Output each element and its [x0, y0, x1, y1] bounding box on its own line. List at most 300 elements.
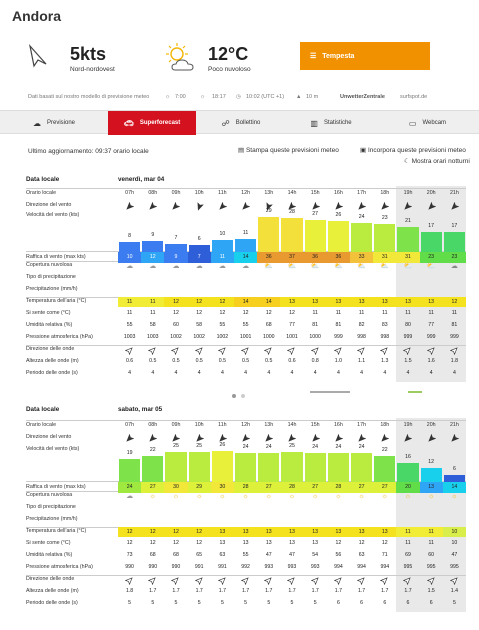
wave-period-value: 4	[197, 370, 201, 376]
wave-height-value: 1.7	[288, 588, 296, 594]
wave-arrow-cell	[164, 346, 187, 355]
wind-speed-bar	[281, 452, 302, 482]
feels-like-value: 11	[405, 310, 411, 316]
row-label-wind-dir: Direzione del vento	[26, 434, 72, 440]
humidity-value: 69	[405, 552, 411, 558]
wave-direction-icon	[148, 576, 157, 585]
cloud-icon: ☁	[149, 263, 157, 270]
feels-like-value: 12	[173, 310, 179, 316]
temperature-value: 13	[327, 527, 350, 537]
wind-speed-bar	[142, 456, 163, 482]
pressure-value: 1000	[263, 334, 275, 340]
gust-value: 33	[350, 252, 373, 263]
pressure-value: 995	[403, 564, 413, 570]
print-link[interactable]	[238, 146, 339, 154]
pressure-value: 998	[357, 334, 366, 340]
wind-direction-icon	[357, 434, 366, 443]
sky-label: Poco nuvoloso	[208, 66, 251, 73]
gust-value: 30	[211, 482, 234, 493]
wind-direction-icon	[311, 434, 320, 443]
wind-speed-value: 24	[358, 444, 365, 450]
wind-speed-bar	[142, 241, 163, 252]
wave-direction-icon	[380, 346, 389, 355]
hour-label: 07h	[125, 190, 135, 196]
gust-value: 27	[373, 482, 396, 493]
hour-label: 20h	[426, 422, 436, 428]
humidity-value: 58	[149, 322, 156, 328]
feels-like-value: 11	[312, 310, 318, 316]
hour-label: 19h	[403, 190, 413, 196]
wave-height-value: 1.7	[241, 588, 250, 594]
hour-label: 07h	[125, 422, 135, 428]
wave-period-value: 4	[244, 370, 248, 376]
sun-icon: ☼	[427, 493, 435, 500]
wind-speed-bar	[305, 453, 326, 482]
wind-speed-value: 24	[265, 444, 272, 450]
forecast-column	[234, 406, 257, 616]
wave-height-value: 1.6	[427, 358, 435, 364]
wind-arrow-cell	[420, 434, 443, 443]
sun-icon: ☼	[358, 493, 365, 500]
wave-period-value: 5	[197, 600, 201, 606]
wind-direction-icon	[380, 202, 389, 211]
wave-direction-icon	[357, 346, 366, 355]
forecast-column	[396, 406, 419, 616]
wind-speed-value: 7	[174, 235, 178, 241]
gust-value: 23	[443, 252, 466, 263]
wave-period-value: 5	[244, 600, 248, 606]
pressure-value: 999	[403, 334, 413, 340]
wind-arrow-cell	[350, 202, 373, 211]
sun-icon: ☼	[451, 493, 458, 500]
gust-value: 23	[420, 252, 443, 263]
wind-speed-value: 22	[381, 447, 388, 453]
row-label-wind-speed: Velocità del vento (kts)	[26, 212, 80, 218]
gust-value: 27	[141, 482, 164, 493]
hour-label: 18h	[380, 422, 390, 428]
sunset-icon: ☼	[200, 94, 206, 100]
tab-statistiche[interactable]	[286, 111, 376, 135]
printer-icon: ▤	[238, 147, 245, 154]
wave-arrow-cell	[257, 346, 280, 355]
wave-height-value: 1.7	[381, 588, 389, 594]
sunrise-icon: ☼	[165, 94, 171, 100]
wind-speed-bar	[189, 452, 210, 482]
wind-speed-value: 25	[289, 443, 295, 449]
gust-value: 20	[396, 482, 419, 493]
sun-cloud-icon: ⛅	[357, 263, 366, 270]
webcam-icon: ▭	[408, 118, 417, 128]
wave-arrow-cell	[327, 576, 350, 585]
row-label-wave-dir: Direzione delle onde	[26, 576, 75, 582]
sun-icon: ☼	[311, 493, 319, 500]
last-update-value: 09:37 orario locale	[95, 148, 149, 155]
sun-cloud-icon: ⛅	[287, 263, 297, 270]
hour-label: 11h	[218, 422, 227, 428]
forecast-column	[396, 176, 419, 386]
wave-period-value: 5	[452, 600, 456, 606]
forecast-column	[211, 176, 234, 386]
feels-like-value: 12	[265, 310, 272, 316]
gust-value: 7	[188, 252, 211, 263]
forecast-column	[373, 406, 396, 616]
wave-height-value: 0.5	[218, 358, 226, 364]
gust-value: 10	[118, 252, 141, 263]
embed-icon: ▣	[360, 147, 367, 154]
clock-icon: ◷	[236, 94, 241, 100]
wave-height-value: 1.5	[427, 588, 435, 594]
forecast-column	[118, 176, 141, 386]
wave-direction-icon	[311, 346, 320, 355]
hour-label: 21h	[449, 422, 459, 428]
wave-direction-icon	[171, 576, 180, 585]
wind-speed-value: 17	[451, 223, 458, 229]
gust-value: 36	[304, 252, 327, 263]
humidity-value: 81	[451, 322, 458, 328]
pressure-value: 1001	[239, 334, 252, 340]
feels-like-value: 11	[428, 310, 434, 316]
storm-button[interactable]	[300, 42, 430, 70]
wind-arrow-cell	[396, 202, 419, 211]
forecast-column	[443, 176, 466, 386]
wave-arrow-cell	[420, 346, 443, 355]
pressure-value: 999	[450, 334, 459, 340]
wind-arrow-cell	[164, 434, 187, 443]
row-label-feels: Si sente come (°C)	[26, 310, 71, 316]
pressure-value: 999	[334, 334, 343, 340]
hour-label: 11h	[218, 190, 227, 196]
row-label-gust: Raffica di vento (max kts)	[26, 254, 86, 260]
wave-direction-icon	[264, 346, 273, 355]
pressure-value: 994	[334, 564, 343, 570]
gust-value: 24	[118, 482, 141, 493]
wind-arrow-cell	[280, 434, 303, 443]
hour-label: 17h	[357, 422, 367, 428]
hour-label: 15h	[310, 190, 320, 196]
forecast-column	[234, 176, 257, 386]
wave-period-value: 4	[406, 370, 410, 376]
storm-label: Tempesta	[322, 52, 355, 60]
wave-direction-icon	[218, 576, 227, 585]
local-time: 10:02 (UTC +1)	[246, 94, 285, 100]
feels-like-value: 13	[265, 540, 272, 546]
feels-like-value: 13	[219, 540, 226, 546]
row-label-cloud: Copertura nuvolosa	[26, 492, 73, 498]
unwetter-logo[interactable]: UnwetterZentrale	[340, 94, 385, 100]
feels-like-value: 11	[428, 540, 434, 546]
humidity-value: 68	[149, 552, 156, 558]
humidity-value: 63	[358, 552, 365, 558]
temperature-value: 12	[164, 527, 187, 537]
wind-speed-value: 24	[358, 214, 365, 220]
pressure-value: 991	[218, 564, 227, 570]
hour-label: 13h	[264, 190, 274, 196]
hour-label: 09h	[171, 190, 181, 196]
model-info-text: Dati basati sul nostro modello di previsione meteo	[28, 94, 150, 100]
forecast-column	[280, 176, 303, 386]
wave-direction-icon	[195, 576, 204, 585]
pressure-value: 992	[241, 564, 250, 570]
feels-like-value: 11	[382, 310, 388, 316]
pager-dots[interactable]	[232, 394, 245, 398]
wind-speed-bar	[351, 223, 372, 252]
scrollbar[interactable]	[310, 391, 350, 393]
wind-arrow-cell	[141, 434, 164, 443]
pressure-value: 999	[426, 334, 436, 340]
feels-like-value: 12	[196, 310, 203, 316]
wave-arrow-cell	[396, 576, 419, 585]
wind-direction-icon	[403, 202, 412, 211]
temperature-value: 13	[280, 297, 303, 307]
pressure-value: 995	[450, 564, 459, 570]
feels-like-value: 13	[242, 540, 249, 546]
humidity-value: 55	[242, 322, 249, 328]
row-label-humidity: Umidità relativa (%)	[26, 552, 73, 558]
tab-webcam[interactable]	[376, 111, 479, 135]
wave-arrow-cell	[118, 346, 141, 355]
wind-arrow-cell	[396, 434, 419, 443]
wind-arrow-cell	[257, 434, 280, 443]
wave-arrow-cell	[118, 576, 141, 585]
gust-value: 29	[188, 482, 211, 493]
wind-speed-bar	[397, 463, 418, 482]
wave-height-value: 0.5	[241, 358, 250, 364]
wave-height-value: 1.3	[381, 358, 389, 364]
gust-value: 30	[164, 482, 187, 493]
hour-label: 08h	[148, 190, 158, 196]
wave-period-value: 4	[267, 370, 271, 376]
gust-value: 36	[257, 252, 280, 263]
wind-arrow-cell	[373, 434, 396, 443]
gust-value: 9	[164, 252, 187, 263]
temperature-value: 13	[350, 527, 373, 537]
feels-like-value: 12	[242, 310, 249, 316]
wind-direction-icon	[28, 44, 50, 68]
temperature-value: 13	[396, 297, 419, 307]
row-label-precip-type: Tipo di precipitazione	[26, 504, 76, 510]
pressure-value: 994	[357, 564, 366, 570]
gust-value: 27	[304, 482, 327, 493]
humidity-value: 55	[126, 322, 133, 328]
pressure-value: 995	[426, 564, 436, 570]
wave-direction-icon	[334, 346, 343, 355]
wind-arrow-cell	[118, 434, 141, 443]
wave-arrow-cell	[373, 576, 396, 585]
feels-like-value: 11	[358, 310, 365, 316]
wind-speed-value: 26	[219, 442, 226, 448]
night-toggle[interactable]	[404, 157, 470, 165]
feels-like-value: 12	[173, 540, 179, 546]
forecast-column	[420, 176, 443, 386]
wave-period-value: 5	[128, 600, 132, 606]
row-label-wind-dir: Direzione del vento	[26, 202, 72, 208]
wave-period-value: 6	[360, 600, 364, 606]
tab-label: Superforecast	[139, 120, 181, 126]
sun-icon: ☼	[172, 493, 180, 500]
forecast-column	[350, 176, 373, 386]
temperature-value: 13	[211, 527, 234, 537]
humidity-value: 77	[289, 322, 295, 328]
wave-period-value: 4	[360, 370, 364, 376]
row-label-pressure: Pressione atmosferica (hPa)	[26, 334, 93, 340]
wave-height-value: 1.1	[357, 358, 366, 364]
row-label-wave-period: Periodo delle onde (s)	[26, 370, 78, 376]
wave-arrow-cell	[257, 576, 280, 585]
wind-speed-bar	[189, 245, 210, 252]
scrollbar-indicator	[408, 391, 422, 393]
wind-direction-icon	[450, 434, 459, 443]
wave-height-value: 1.7	[404, 588, 412, 594]
wind-speed-bar	[212, 240, 233, 252]
wave-height-value: 1.7	[195, 588, 203, 594]
wave-direction-icon	[403, 346, 412, 355]
pressure-value: 993	[264, 564, 274, 570]
wind-speed-value: 19	[126, 450, 133, 456]
pressure-value: 993	[287, 564, 297, 570]
wind-arrow-cell	[373, 202, 396, 211]
wind-speed-value: 25	[173, 443, 179, 449]
wave-direction-icon	[450, 346, 459, 355]
cloud-icon: ☁	[218, 263, 226, 270]
humidity-value: 81	[335, 322, 342, 328]
hour-label: 21h	[449, 190, 459, 196]
sun-icon: ☼	[288, 493, 296, 500]
humidity-value: 58	[196, 322, 203, 328]
gust-value: 12	[141, 252, 164, 263]
wave-height-value: 1.8	[125, 588, 134, 594]
wave-height-value: 1.7	[334, 588, 342, 594]
wind-speed-bar	[212, 451, 233, 482]
wind-speed-value: 24	[242, 444, 249, 450]
wave-period-value: 5	[220, 600, 224, 606]
wave-arrow-cell	[234, 576, 257, 585]
tab-label: Previsione	[46, 120, 75, 126]
tab-previsione[interactable]	[0, 111, 108, 135]
night-label: Mostra orari notturni	[411, 158, 470, 165]
wind-direction-icon	[357, 202, 366, 211]
forecast-column	[188, 406, 211, 616]
humidity-value: 77	[428, 322, 435, 328]
feels-like-value: 12	[196, 540, 203, 546]
wave-period-value: 4	[290, 370, 294, 376]
pressure-value: 1002	[193, 334, 205, 340]
bulletin-icon: ☍	[221, 118, 230, 128]
surfspot-logo[interactable]: surfspot.de	[400, 94, 428, 100]
hour-label: 10h	[194, 190, 204, 196]
embed-link[interactable]	[360, 146, 466, 154]
cloud-icon: ☁	[126, 493, 134, 500]
wind-speed-bar	[165, 452, 186, 482]
feels-like-value: 10	[451, 540, 458, 546]
wind-speed-value: 5kts	[70, 44, 107, 64]
wind-speed-bar	[305, 220, 326, 252]
wave-direction-icon	[427, 576, 436, 585]
wind-direction-icon	[125, 202, 134, 211]
wave-period-value: 5	[151, 600, 155, 606]
row-label-wave-dir: Direzione delle onde	[26, 346, 75, 352]
wave-arrow-cell	[350, 346, 373, 355]
forecast-column	[327, 406, 350, 616]
temperature-value: 10	[443, 527, 466, 537]
humidity-value: 63	[219, 552, 226, 558]
wind-speed-bar	[119, 459, 140, 482]
wave-period-value: 6	[406, 600, 410, 606]
wave-period-value: 4	[383, 370, 387, 376]
tab-bollettino[interactable]	[196, 111, 286, 135]
feels-like-value: 12	[149, 540, 156, 546]
wind-direction-icon	[334, 434, 343, 443]
wave-period-value: 6	[383, 600, 387, 606]
print-label: Stampa queste previsioni meteo	[245, 147, 339, 154]
wave-height-value: 1.7	[172, 588, 180, 594]
wind-arrow-cell	[118, 202, 141, 211]
wave-period-value: 5	[290, 600, 294, 606]
feels-like-value: 13	[312, 540, 319, 546]
wave-direction-icon	[125, 576, 134, 585]
feels-like-value: 11	[150, 310, 156, 316]
altitude-icon: ▲	[296, 94, 302, 100]
wave-arrow-cell	[280, 576, 303, 585]
wind-speed-value: 10	[219, 231, 226, 237]
wave-arrow-cell	[373, 346, 396, 355]
wind-direction-icon	[287, 434, 296, 443]
wave-period-value: 4	[220, 370, 224, 376]
wave-arrow-cell	[280, 346, 303, 355]
row-label-feels: Si sente come (°C)	[26, 540, 71, 546]
wind-speed-value: 23	[381, 215, 388, 221]
temperature-value: 11	[420, 527, 443, 537]
wave-direction-icon	[403, 576, 412, 585]
forecast-column	[257, 176, 280, 386]
wind-arrow-cell	[234, 434, 257, 443]
moon-icon: ☾	[404, 158, 410, 165]
temperature-value: 12	[118, 527, 141, 537]
tab-label: Bollettino	[235, 120, 261, 126]
wind-arrow-cell	[327, 202, 350, 211]
forecast-column	[164, 176, 187, 386]
wind-speed-bar	[165, 244, 186, 252]
temperature-value: 12	[164, 297, 187, 307]
wind-direction-icon	[148, 202, 157, 211]
wind-direction-icon	[334, 202, 343, 211]
temperature-value: 13	[420, 297, 443, 307]
humidity-value: 55	[219, 322, 226, 328]
wave-period-value: 4	[151, 370, 155, 376]
temperature-value: 13	[304, 527, 327, 537]
gust-value: 31	[396, 252, 419, 263]
humidity-value: 82	[358, 322, 365, 328]
wind-speed-bar	[119, 242, 140, 252]
wind-speed-bar	[397, 227, 418, 252]
temperature-value: 11	[118, 297, 141, 307]
row-label-date: Data locale	[26, 406, 60, 413]
wave-period-value: 5	[313, 600, 317, 606]
wind-speed-value: 21	[405, 218, 411, 224]
wave-height-value: 0.5	[265, 358, 273, 364]
wave-arrow-cell	[141, 576, 164, 585]
pressure-value: 1003	[147, 334, 159, 340]
tab-superforecast[interactable]	[108, 111, 196, 135]
wave-height-value: 1.0	[334, 358, 342, 364]
row-label-temp: Temperatura dell'aria (°C)	[26, 528, 87, 534]
forecast-column	[443, 406, 466, 616]
wind-speed-value: 17	[428, 223, 435, 229]
location-title: Andora	[12, 8, 61, 24]
wave-direction-icon	[334, 576, 343, 585]
night-cloud-icon: ☁	[450, 263, 458, 270]
sun-icon: ☼	[219, 493, 226, 500]
hour-label: 17h	[357, 190, 367, 196]
